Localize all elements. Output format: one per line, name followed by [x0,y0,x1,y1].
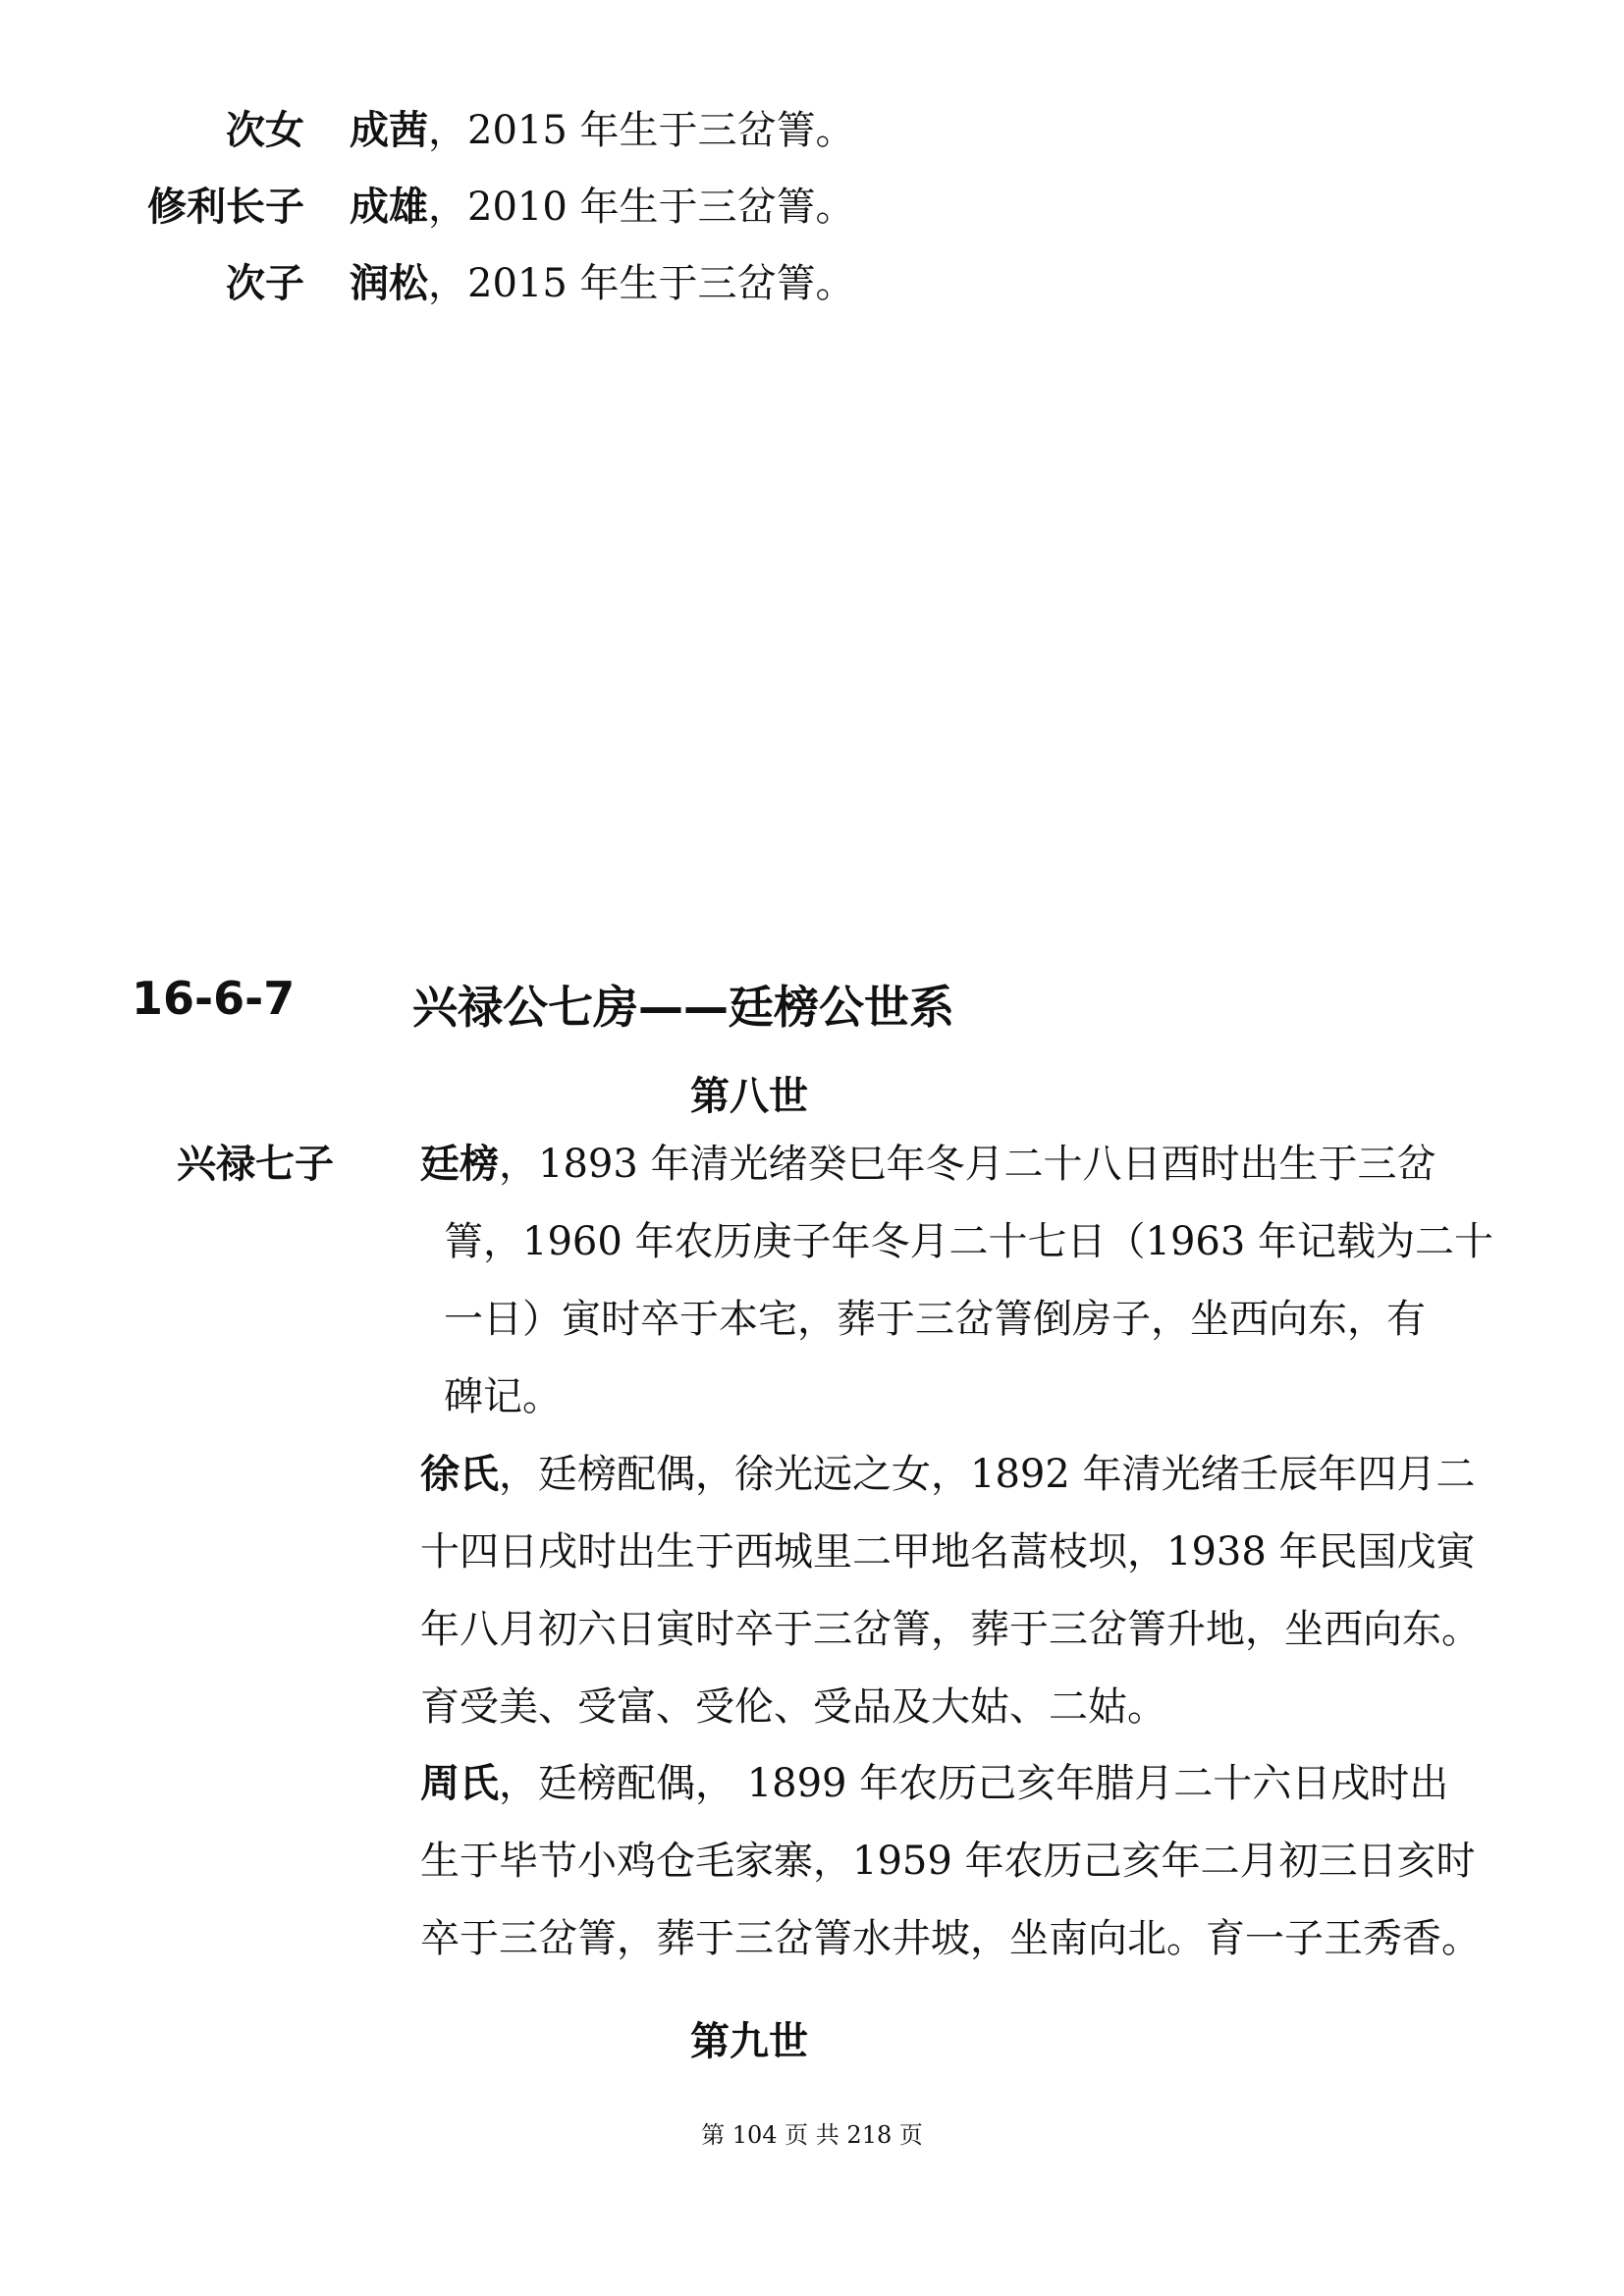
spouse-paragraph [420,1436,1481,1746]
spouse-line: 年八月初六日寅时卒于三岔箐，葬于三岔箐升地，坐西向东。 [420,1607,1481,1652]
spouse-name: 徐氏 [420,1452,499,1497]
entry-role: 修利长子 [147,185,304,230]
spouse-line: 十四日戌时出生于西城里二甲地名蒿枝坝，1938 年民国戊寅 [420,1529,1476,1575]
entry-line: 箐，1960 年农历庚子年冬月二十七日（1963 年记载为二十 [444,1219,1494,1264]
entry-text: ，2015 年生于三岔箐。 [428,261,855,306]
entry-name: 润松 [350,261,428,306]
entry-name: 成雄 [350,185,428,230]
entry-name: 成茜 [350,108,428,153]
spouse-paragraph [420,1745,1481,1978]
section-title: 兴禄公七房——廷榜公世系 [412,981,954,1034]
entry-role: 次女 [226,108,304,153]
entry-role: 兴禄七子 [177,1142,334,1187]
entry-line: ，1893 年清光绪癸巳年冬月二十八日酉时出生于三岔 [499,1142,1436,1187]
entry-name: 廷榜 [420,1142,499,1187]
spouse-line: 卒于三岔箐，葬于三岔箐水井坡，坐南向北。育一子王秀香。 [420,1916,1481,1961]
entry-text: ，2010 年生于三岔箐。 [428,185,855,230]
entry-line: 一日）寅时卒于本宅，葬于三岔箐倒房子，坐西向东，有 [444,1297,1426,1342]
entry-role: 次子 [226,261,304,306]
generation-heading: 第八世 [690,1074,808,1119]
entry-paragraph [420,1126,1493,1436]
entry-line: 碑记。 [444,1374,562,1419]
entry-text: ，2015 年生于三岔箐。 [428,108,855,153]
spouse-line: ，廷榜配偶， 1899 年农历己亥年腊月二十六日戌时出 [499,1761,1449,1806]
spouse-line: 生于毕节小鸡仓毛家寨，1959 年农历己亥年二月初三日亥时 [420,1839,1476,1884]
spouse-line: ，廷榜配偶，徐光远之女，1892 年清光绪壬辰年四月二 [499,1452,1476,1497]
spouse-line: 育受美、受富、受伦、受品及大姑、二姑。 [420,1684,1166,1730]
spouse-name: 周氏 [420,1761,499,1806]
generation-heading: 第九世 [690,2019,808,2064]
section-number: 16-6-7 [132,972,296,1025]
page-footer: 第 104 页 共 218 页 [701,2121,923,2149]
